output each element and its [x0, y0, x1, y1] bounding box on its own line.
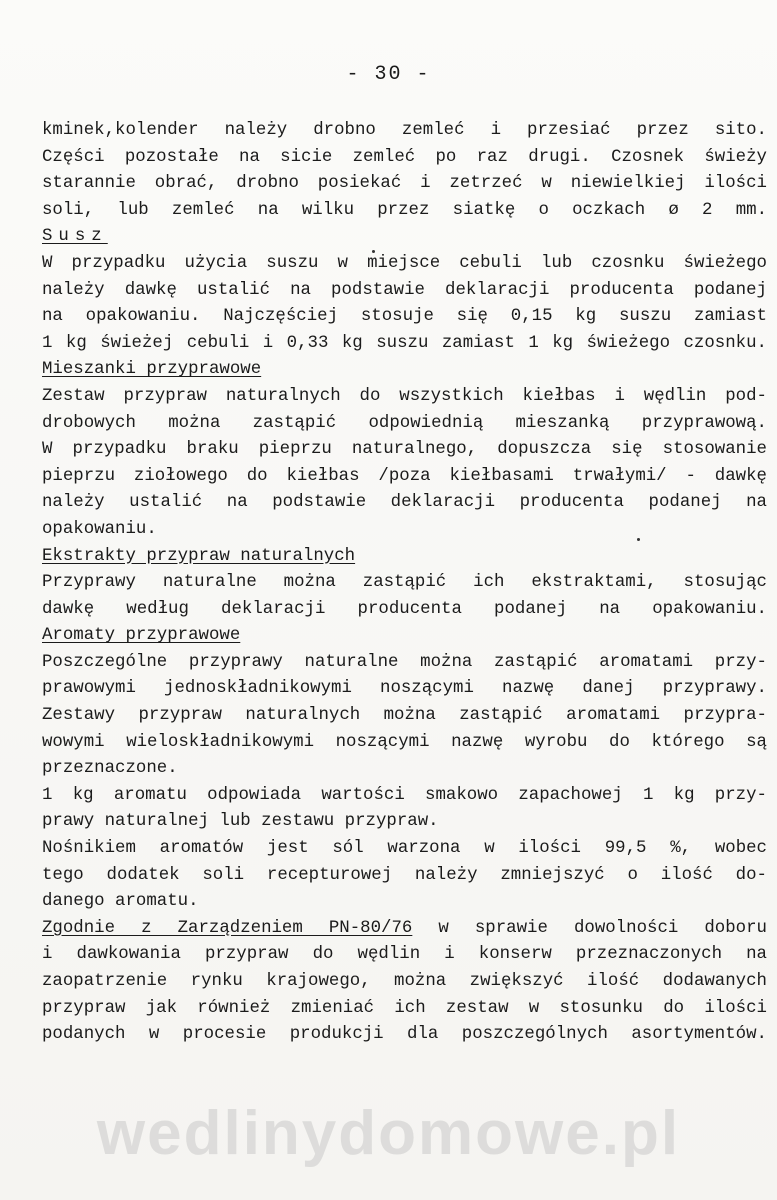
text-line: starannie obrać, drobno posiekać i zetrzeć w niewielkiej ilości — [42, 174, 767, 194]
text-line: podanych w procesie produkcji dla poszczególnych asortymentów. — [42, 1025, 767, 1045]
text-line: 1 kg aromatu odpowiada wartości smakowo zapachowej 1 kg przy- — [42, 785, 767, 805]
watermark: wedlinydomowe.pl — [96, 1099, 681, 1168]
text-line: zaopatrzenie rynku krajowego, można zwiększyć ilość dodawanych — [42, 972, 767, 991]
text-line: opakowaniu. — [42, 519, 157, 539]
text-line: Nośnikiem aromatów jest sól warzona w ilości 99,5 %, wobec — [42, 839, 767, 859]
ink-speck — [637, 538, 640, 541]
text-line: pieprzu ziołowego do kiełbas /poza kiełbasami trwałymi/ - dawkę — [42, 466, 767, 486]
text-line: danego aromatu. — [42, 892, 199, 912]
text-line: tego dodatek soli recepturowej należy zmniejszyć o ilość do- — [42, 865, 767, 885]
text-line: prawowymi jednoskładnikowymi noszącymi nazwę danej przyprawy. — [42, 679, 767, 699]
text-line: W przypadku braku pieprzu naturalnego, dopuszcza się stosowanie — [42, 440, 767, 460]
text-line: Przyprawy naturalne można zastąpić ich ekstraktami, stosując — [42, 573, 767, 593]
text-line: Poszczególne przyprawy naturalne można zastąpić aromatami przy- — [42, 652, 767, 672]
text-line: należy dawkę ustalić na podstawie deklaracji producenta podanej — [42, 280, 767, 300]
ink-speck — [372, 250, 375, 253]
text-line: W przypadku użycia suszu w miejsce cebuli lub czosnku świeżego — [42, 253, 767, 273]
text-line: Zestawy przypraw naturalnych można zastąpić aromatami przypra- — [42, 706, 767, 726]
final-paragraph-heading: Zgodnie z Zarządzeniem PN-80/76 — [42, 918, 413, 938]
document-body — [42, 118, 767, 1049]
text-line: dawkę według deklaracji producenta podanej na opakowaniu. — [42, 599, 767, 619]
text-line: 1 kg świeżej cebuli i 0,33 kg suszu zamiast 1 kg świeżego czosnku. — [42, 333, 767, 353]
text-line: przypraw jak również zmieniać ich zestaw w stosunku do ilości — [42, 998, 767, 1018]
text-line: wowymi wieloskładnikowymi noszącymi nazwę wyrobu do którego są — [42, 732, 767, 752]
section-heading-susz: Susz — [42, 227, 108, 247]
section-heading-ekstrakty: Ekstrakty przypraw naturalnych — [42, 546, 356, 566]
text-line: na opakowaniu. Najczęściej stosuje się 0,15 kg suszu zamiast — [42, 307, 767, 327]
text-line: należy ustalić na podstawie deklaracji producenta podanej na — [42, 493, 767, 513]
final-paragraph-rest: w sprawie dowolności doboru — [438, 918, 767, 938]
section-heading-aromaty: Aromaty przyprawowe — [42, 626, 241, 646]
text-line: i dawkowania przypraw do wędlin i konserw przeznaczonych na — [42, 945, 767, 965]
text-line: soli, lub zemleć na wilku przez siatkę o oczkach ø 2 mm. — [42, 200, 767, 220]
text-line: kminek,kolender należy drobno zemleć i przesiać przez sito. — [42, 121, 767, 140]
page-number: - 30 - — [346, 63, 431, 86]
section-heading-mieszanki: Mieszanki przyprawowe — [42, 360, 262, 380]
final-paragraph-first-line — [42, 916, 767, 943]
text-line: Części pozostałe na sicie zemleć po raz drugi. Czosnek świeży — [42, 147, 767, 167]
text-line: prawy naturalnej lub zestawu przypraw. — [42, 812, 439, 832]
text-line: przeznaczone. — [42, 759, 178, 779]
text-line: drobowych można zastąpić odpowiednią mieszanką przyprawową. — [42, 413, 767, 433]
text-line: Zestaw przypraw naturalnych do wszystkich kiełbas i wędlin pod- — [42, 386, 767, 406]
